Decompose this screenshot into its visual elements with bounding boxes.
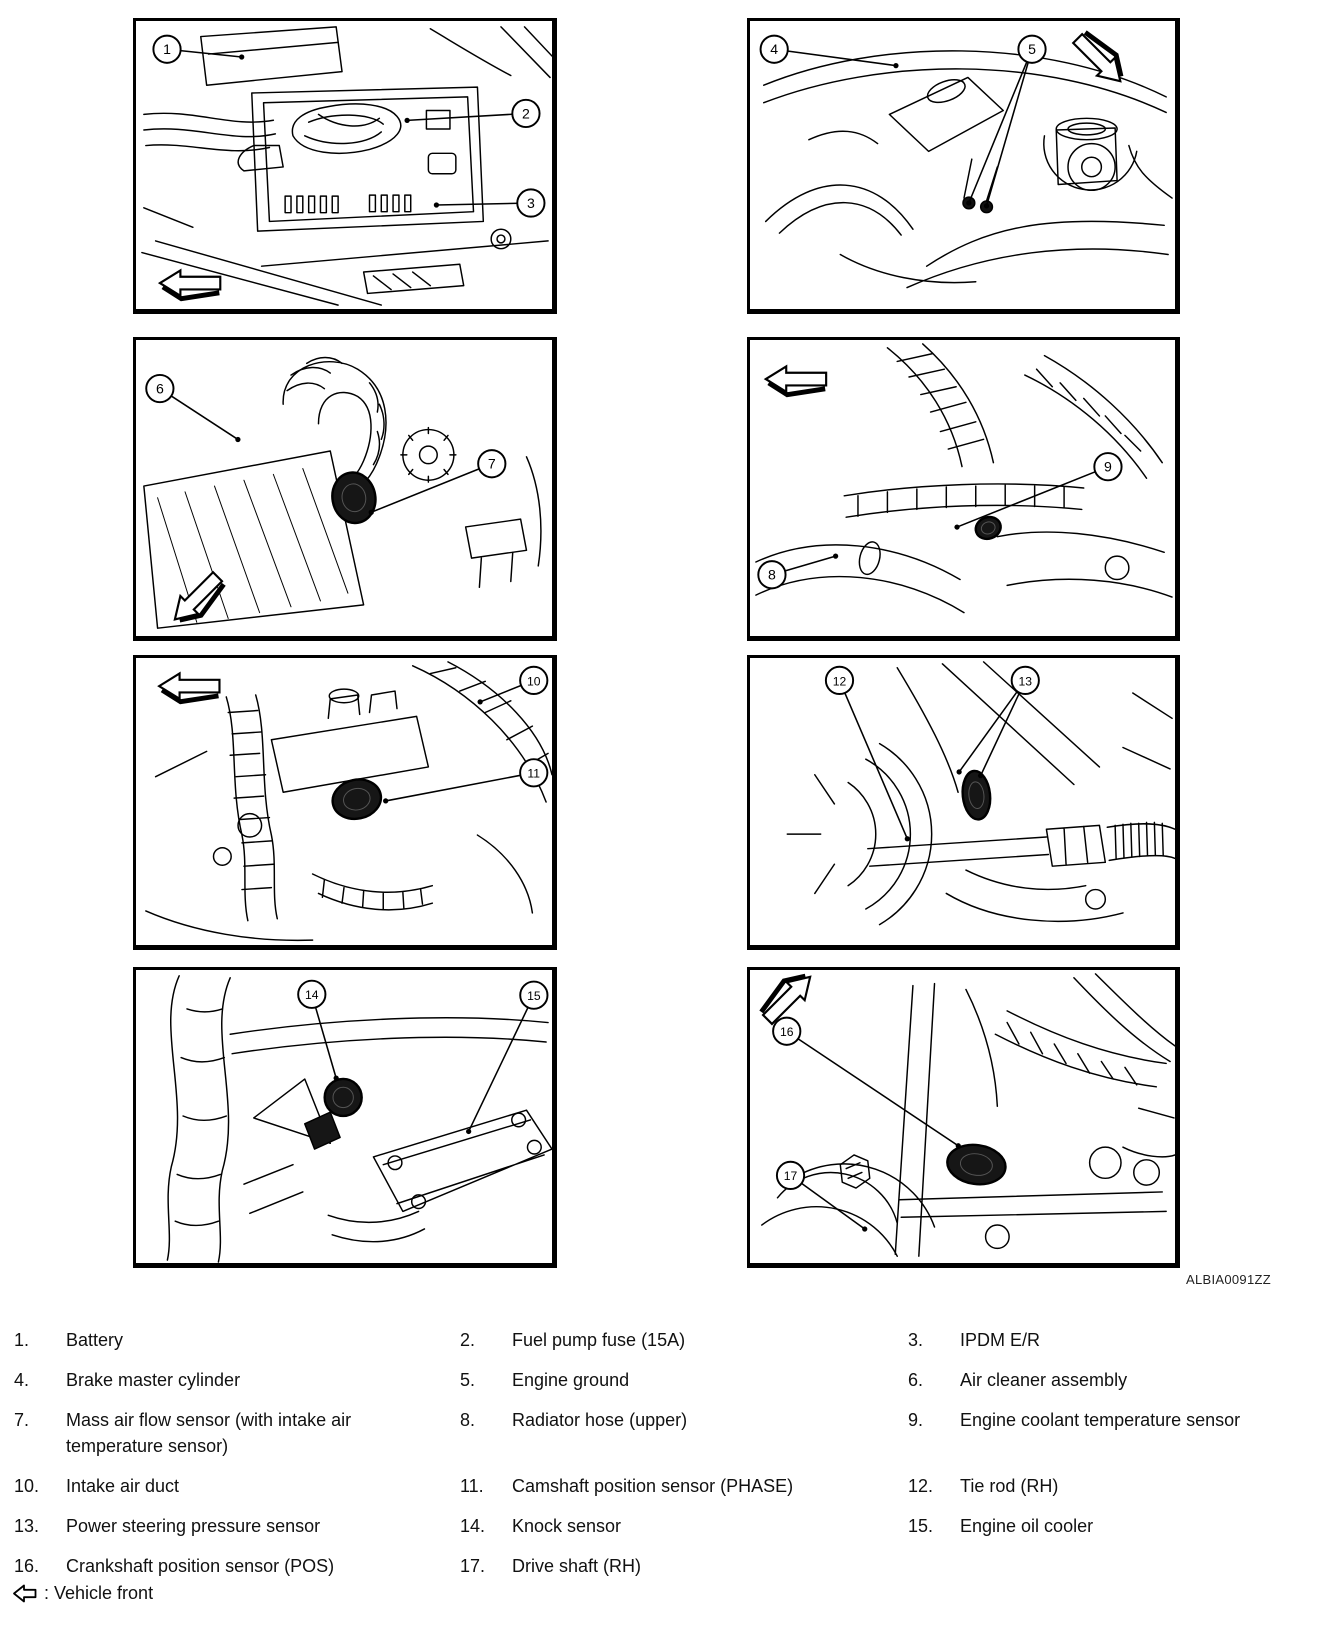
legend-item-label: Knock sensor	[512, 1516, 622, 1536]
leader-dot	[239, 54, 244, 59]
figure-code: ALBIA0091ZZ	[1186, 1272, 1271, 1287]
leader-line	[371, 464, 492, 513]
callout-number-12: 12	[832, 674, 847, 689]
callout-number-7: 7	[487, 455, 496, 472]
leader-line	[787, 1031, 959, 1146]
leader-dot	[984, 203, 989, 208]
callout-number-10: 10	[526, 674, 541, 689]
legend-item-6	[908, 1367, 1334, 1393]
leader-dot	[383, 798, 388, 803]
leader-line	[959, 680, 1025, 772]
callout-number-14: 14	[305, 988, 319, 1003]
leader-line	[969, 49, 1032, 203]
legend-item-number: 5.	[460, 1370, 476, 1390]
sensor-highlight	[945, 1141, 1008, 1188]
callout-number-17: 17	[783, 1169, 798, 1184]
leader-line	[839, 680, 907, 838]
legend-item-number: 16.	[14, 1556, 40, 1576]
leader-dot	[404, 118, 409, 123]
legend-item-label: Power steering pressure sensor	[66, 1516, 321, 1536]
legend-item-number: 6.	[908, 1370, 924, 1390]
legend-item-number: 2.	[460, 1330, 476, 1350]
vehicle-front-arrow-icon	[160, 270, 220, 298]
legend-item-1	[14, 1327, 460, 1353]
panel-5-callouts	[136, 658, 552, 945]
legend-item-label: IPDM E/R	[960, 1330, 1041, 1350]
legend-item-16	[14, 1553, 460, 1579]
figure-panel-6	[747, 655, 1180, 950]
leader-dot	[862, 1226, 867, 1231]
leader-dot	[334, 1075, 339, 1080]
leader-dot	[954, 524, 959, 529]
leader-line	[987, 49, 1033, 206]
legend-item-2	[460, 1327, 908, 1353]
callout-number-3: 3	[526, 194, 535, 211]
legend-item-label: Camshaft position sensor (PHASE)	[512, 1476, 794, 1496]
callout-number-8: 8	[768, 566, 776, 583]
legend-item-number: 8.	[460, 1410, 476, 1430]
legend-item-label: Mass air flow sensor (with intake air temperature sensor)	[66, 1410, 352, 1456]
legend-item-number: 7.	[14, 1410, 30, 1430]
legend-item-number: 4.	[14, 1370, 30, 1390]
legend-item-number: 15.	[908, 1516, 934, 1536]
legend-item-7	[14, 1407, 460, 1459]
legend-item-label: Engine coolant temperature sensor	[960, 1410, 1241, 1430]
legend-item-number: 11.	[460, 1476, 484, 1496]
leader-dot	[833, 553, 838, 558]
figure-panel-8	[747, 967, 1180, 1268]
sensor-highlight	[325, 1079, 362, 1116]
legend-item-9	[908, 1407, 1334, 1459]
legend-item-15	[908, 1513, 1334, 1539]
legend-item-label: Fuel pump fuse (15A)	[512, 1330, 686, 1350]
legend-item-label: Crankshaft position sensor (POS)	[66, 1556, 335, 1576]
legend-item-number: 12.	[908, 1476, 934, 1496]
vehicle-front-note	[12, 1583, 153, 1604]
panel-7-callouts	[136, 970, 552, 1263]
legend-item-number: 17.	[460, 1556, 486, 1576]
legend-item-11	[460, 1473, 908, 1499]
leader-line	[957, 467, 1108, 527]
callout-number-6: 6	[155, 380, 164, 397]
panel-8-callouts	[750, 970, 1175, 1263]
legend-item-10	[14, 1473, 460, 1499]
legend	[14, 1327, 1334, 1579]
legend-item-label: Engine ground	[512, 1370, 630, 1390]
leader-dot	[957, 769, 962, 774]
legend-item-label: Battery	[66, 1330, 124, 1350]
leader-line	[774, 49, 896, 65]
legend-item-4	[14, 1367, 460, 1393]
leader-dot	[466, 1129, 471, 1134]
leader-line	[386, 773, 534, 801]
legend-item-number: 3.	[908, 1330, 924, 1350]
leader-dot	[956, 1143, 961, 1148]
panel-2-callouts	[750, 21, 1175, 309]
legend-item-17	[460, 1553, 908, 1579]
legend-item-5	[460, 1367, 908, 1393]
callout-number-13: 13	[1018, 674, 1033, 689]
leader-line	[469, 995, 534, 1131]
sensor-highlight	[329, 775, 385, 823]
legend-item-number: 9.	[908, 1410, 924, 1430]
legend-item-number: 10.	[14, 1476, 40, 1496]
legend-item-14	[460, 1513, 908, 1539]
vehicle-front-arrow-icon	[12, 1583, 39, 1604]
legend-item-number: 1.	[14, 1330, 30, 1350]
leader-dot	[369, 510, 374, 515]
legend-item-label: Radiator hose (upper)	[512, 1410, 688, 1430]
legend-item-label: Brake master cylinder	[66, 1370, 241, 1390]
legend-item-label: Intake air duct	[66, 1476, 180, 1496]
leader-line	[981, 680, 1026, 775]
leader-line	[407, 113, 526, 120]
legend-item-3	[908, 1327, 1334, 1353]
legend-item-label: Air cleaner assembly	[960, 1370, 1128, 1390]
leader-dot	[893, 63, 898, 68]
panel-1-callouts	[136, 21, 552, 309]
leader-dot	[966, 200, 971, 205]
leader-dot	[477, 699, 482, 704]
sensor-highlight	[328, 469, 379, 526]
legend-item-label: Drive shaft (RH)	[512, 1556, 642, 1576]
legend-item-label: Tie rod (RH)	[960, 1476, 1059, 1496]
sensor-highlight	[973, 514, 1004, 543]
vehicle-front-arrow-icon	[766, 366, 826, 394]
figure-panel-2	[747, 18, 1180, 314]
legend-item-number: 13.	[14, 1516, 40, 1536]
callout-number-11: 11	[527, 766, 541, 781]
callout-number-4: 4	[770, 41, 779, 58]
leader-dot	[905, 836, 910, 841]
callout-number-2: 2	[522, 105, 530, 122]
callout-number-15: 15	[527, 989, 541, 1004]
callout-number-9: 9	[1104, 458, 1112, 475]
leader-dot	[978, 773, 983, 778]
callout-number-1: 1	[163, 41, 171, 58]
legend-item-12	[908, 1473, 1334, 1499]
vehicle-front-arrow-icon	[166, 568, 229, 631]
figure-panel-3	[133, 337, 557, 641]
figure-panel-5	[133, 655, 557, 950]
figure-panel-7	[133, 967, 557, 1268]
legend-item-8	[460, 1407, 908, 1459]
callout-number-5: 5	[1028, 41, 1036, 58]
legend-item-label: Engine oil cooler	[960, 1516, 1094, 1536]
legend-item-number: 14.	[460, 1516, 486, 1536]
leader-dot	[235, 437, 240, 442]
callout-number-16: 16	[779, 1025, 794, 1040]
figure-panel-4	[747, 337, 1180, 641]
sensor-highlight	[960, 770, 992, 821]
figure-panel-1	[133, 18, 557, 314]
vehicle-front-arrow-icon	[159, 673, 219, 701]
panel-3-callouts	[136, 340, 552, 636]
vehicle-front-arrow-icon	[1069, 28, 1132, 91]
vehicle-front-label: : Vehicle front	[44, 1583, 154, 1603]
panel-4-callouts	[750, 340, 1175, 636]
legend-item-13	[14, 1513, 460, 1539]
panel-6-callouts	[750, 658, 1175, 945]
leader-dot	[434, 202, 439, 207]
